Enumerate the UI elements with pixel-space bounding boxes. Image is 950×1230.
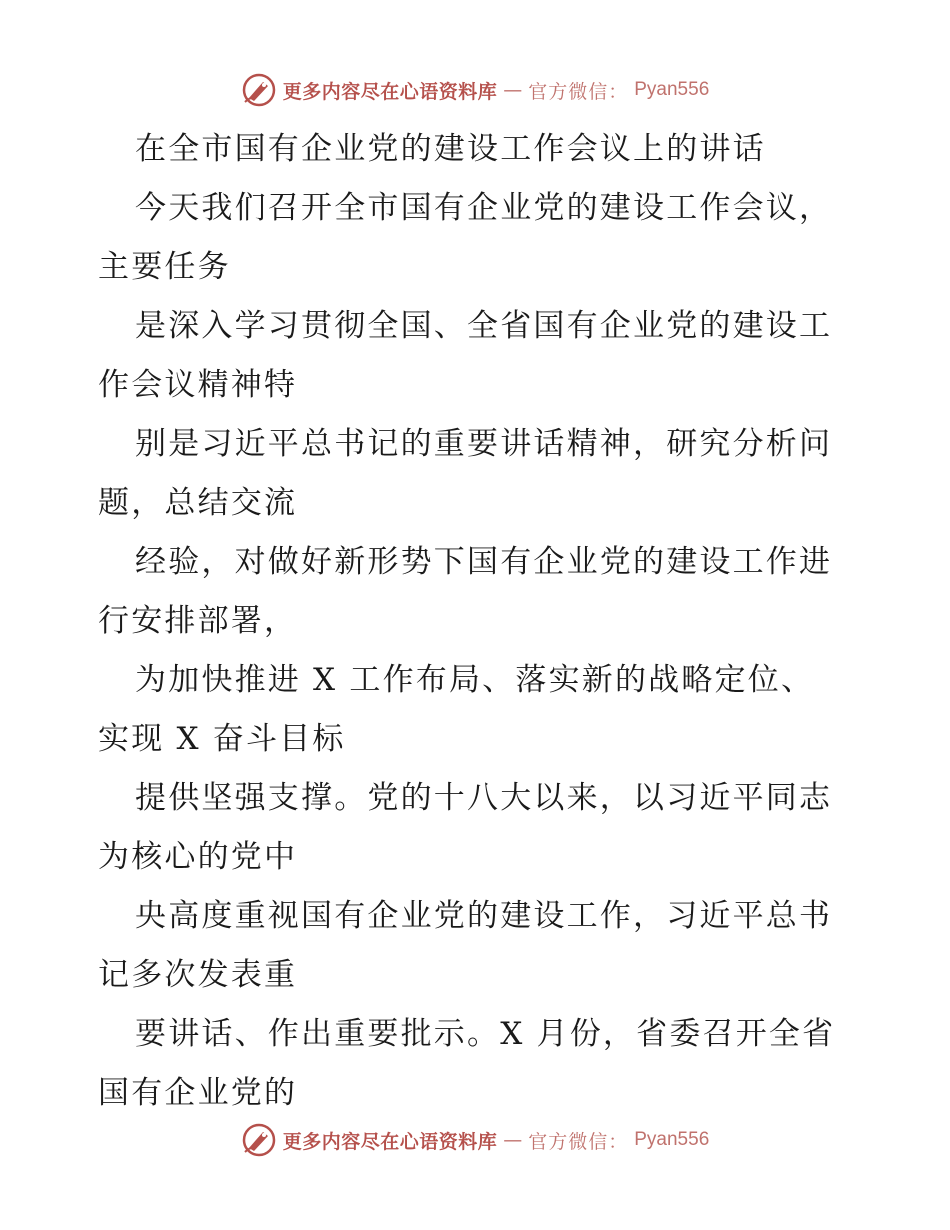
document-line: 题，总结交流 xyxy=(98,485,298,521)
document-line: 作会议精神特 xyxy=(98,367,298,403)
document-line: 是深入学习贯彻全国、全省国有企业党的建设工 xyxy=(135,308,833,344)
document-line: 国有企业党的 xyxy=(98,1075,298,1111)
document-line: 要讲话、作出重要批示。X 月份，省委召开全省 xyxy=(135,1016,836,1052)
wechat-label: 官方微信： xyxy=(528,1130,629,1153)
document-title: 在全市国有企业党的建设工作会议上的讲话 xyxy=(135,131,766,167)
document-line: 今天我们召开全市国有企业党的建设工作会议， xyxy=(135,190,833,226)
document-line: 记多次发表重 xyxy=(98,957,298,993)
pen-nib-logo-icon xyxy=(241,1122,277,1158)
document-line: 主要任务 xyxy=(98,249,231,285)
document-line: 实现 X 奋斗目标 xyxy=(98,721,346,757)
document-line: 经验，对做好新形势下国有企业党的建设工作进 xyxy=(135,544,833,580)
document-line: 为加快推进 X 工作布局、落实新的战略定位、 xyxy=(135,662,815,698)
document-line: 为核心的党中 xyxy=(98,839,298,875)
site-name: 更多内容尽在心语资料库 xyxy=(282,80,498,103)
pen-nib-logo-icon xyxy=(241,72,277,108)
banner-dash: — xyxy=(503,79,523,101)
document-body xyxy=(98,120,858,1123)
document-line: 行安排部署， xyxy=(98,603,298,639)
header-banner xyxy=(0,70,950,110)
document-line: 提供坚强支撑。党的十八大以来，以习近平同志 xyxy=(135,780,833,816)
document-line: 别是习近平总书记的重要讲话精神，研究分析问 xyxy=(135,426,833,462)
wechat-label: 官方微信： xyxy=(528,80,629,103)
site-name: 更多内容尽在心语资料库 xyxy=(282,1130,498,1153)
footer-banner xyxy=(0,1120,950,1160)
wechat-id: Pyan556 xyxy=(634,1129,710,1150)
document-lines xyxy=(98,179,858,1123)
wechat-id: Pyan556 xyxy=(634,79,710,100)
banner-dash: — xyxy=(503,1129,523,1151)
document-line: 央高度重视国有企业党的建设工作，习近平总书 xyxy=(135,898,833,934)
